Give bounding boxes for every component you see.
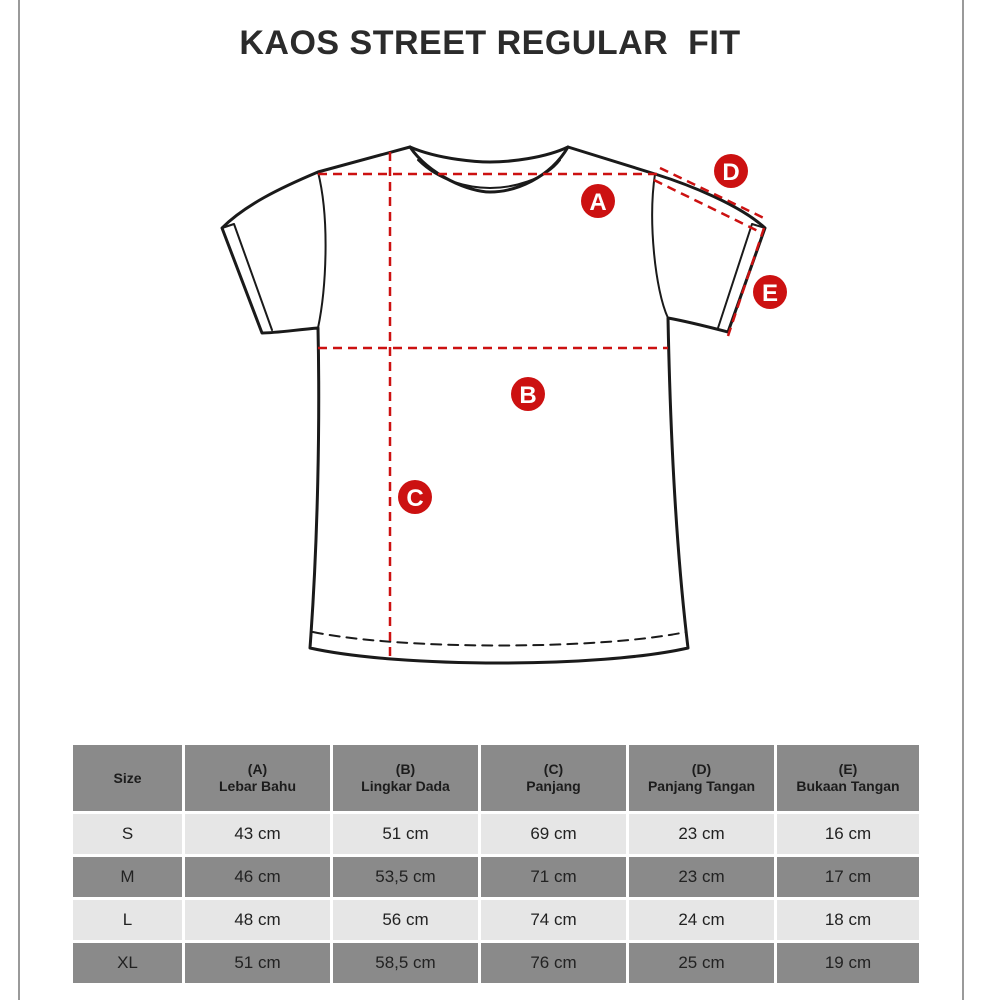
header-d-label: Panjang Tangan [647, 778, 756, 794]
marker-b-letter: B [519, 382, 537, 409]
left-armhole-seam [318, 172, 326, 328]
cell-bukaan-tangan: 17 cm [777, 857, 919, 897]
header-e-code: (E) [838, 761, 858, 777]
cell-panjang: 74 cm [481, 900, 626, 940]
page-title: KAOS STREET REGULAR FIT [239, 24, 741, 62]
measure-line-d-lower [654, 180, 760, 232]
tshirt-body-outline [222, 147, 765, 663]
cell-bukaan-tangan: 18 cm [777, 900, 919, 940]
marker-c [398, 480, 432, 514]
cell-lebar-bahu: 43 cm [185, 814, 330, 854]
measure-line-d-upper [660, 168, 768, 220]
header-c-label: Panjang [526, 778, 581, 794]
left-sleeve-cuff [222, 224, 272, 330]
marker-d-letter: D [722, 159, 740, 186]
header-a-code: (A) [247, 761, 268, 777]
cell-panjang: 76 cm [481, 943, 626, 983]
marker-e-letter: E [761, 280, 779, 307]
cell-panjang: 69 cm [481, 814, 626, 854]
header-b-label: Lingkar Dada [361, 778, 450, 794]
header-size-label: Size [113, 769, 142, 786]
cell-size: S [73, 814, 182, 854]
cell-panjang-tangan: 23 cm [629, 857, 774, 897]
hem-stitch [313, 632, 686, 646]
header-size [73, 745, 182, 811]
marker-b [511, 377, 545, 411]
cell-lebar-bahu: 48 cm [185, 900, 330, 940]
cell-lingkar-dada: 56 cm [333, 900, 478, 940]
marker-a [581, 184, 615, 218]
table-row [73, 900, 919, 940]
cell-lingkar-dada: 51 cm [333, 814, 478, 854]
cell-panjang-tangan: 23 cm [629, 814, 774, 854]
header-d [629, 745, 774, 811]
right-armhole-seam [652, 174, 668, 318]
cell-panjang: 71 cm [481, 857, 626, 897]
cell-lingkar-dada: 53,5 cm [333, 857, 478, 897]
header-c-code: (C) [543, 761, 564, 777]
cell-panjang-tangan: 24 cm [629, 900, 774, 940]
header-a-label: Lebar Bahu [218, 778, 296, 794]
cell-lebar-bahu: 46 cm [185, 857, 330, 897]
cell-lingkar-dada: 58,5 cm [333, 943, 478, 983]
header-b-code: (B) [395, 761, 416, 777]
cell-bukaan-tangan: 19 cm [777, 943, 919, 983]
cell-size: XL [73, 943, 182, 983]
header-e-label: Bukaan Tangan [796, 778, 900, 794]
size-table [70, 742, 922, 986]
tshirt-outline [222, 147, 765, 663]
table-row [73, 814, 919, 854]
marker-d [714, 154, 748, 188]
marker-e [753, 275, 787, 309]
cell-lebar-bahu: 51 cm [185, 943, 330, 983]
cell-panjang-tangan: 25 cm [629, 943, 774, 983]
header-d-code: (D) [691, 761, 712, 777]
header-c [481, 745, 626, 811]
table-row [73, 857, 919, 897]
measurement-lines [318, 152, 768, 662]
marker-a-letter: A [589, 189, 607, 216]
marker-c-letter: C [406, 485, 424, 512]
right-sleeve-cuff [718, 224, 765, 328]
header-a [185, 745, 330, 811]
cell-size: L [73, 900, 182, 940]
header-e [777, 745, 919, 811]
cell-size: M [73, 857, 182, 897]
table-row [73, 943, 919, 983]
header-b [333, 745, 478, 811]
cell-bukaan-tangan: 16 cm [777, 814, 919, 854]
table-header-row [73, 745, 919, 811]
